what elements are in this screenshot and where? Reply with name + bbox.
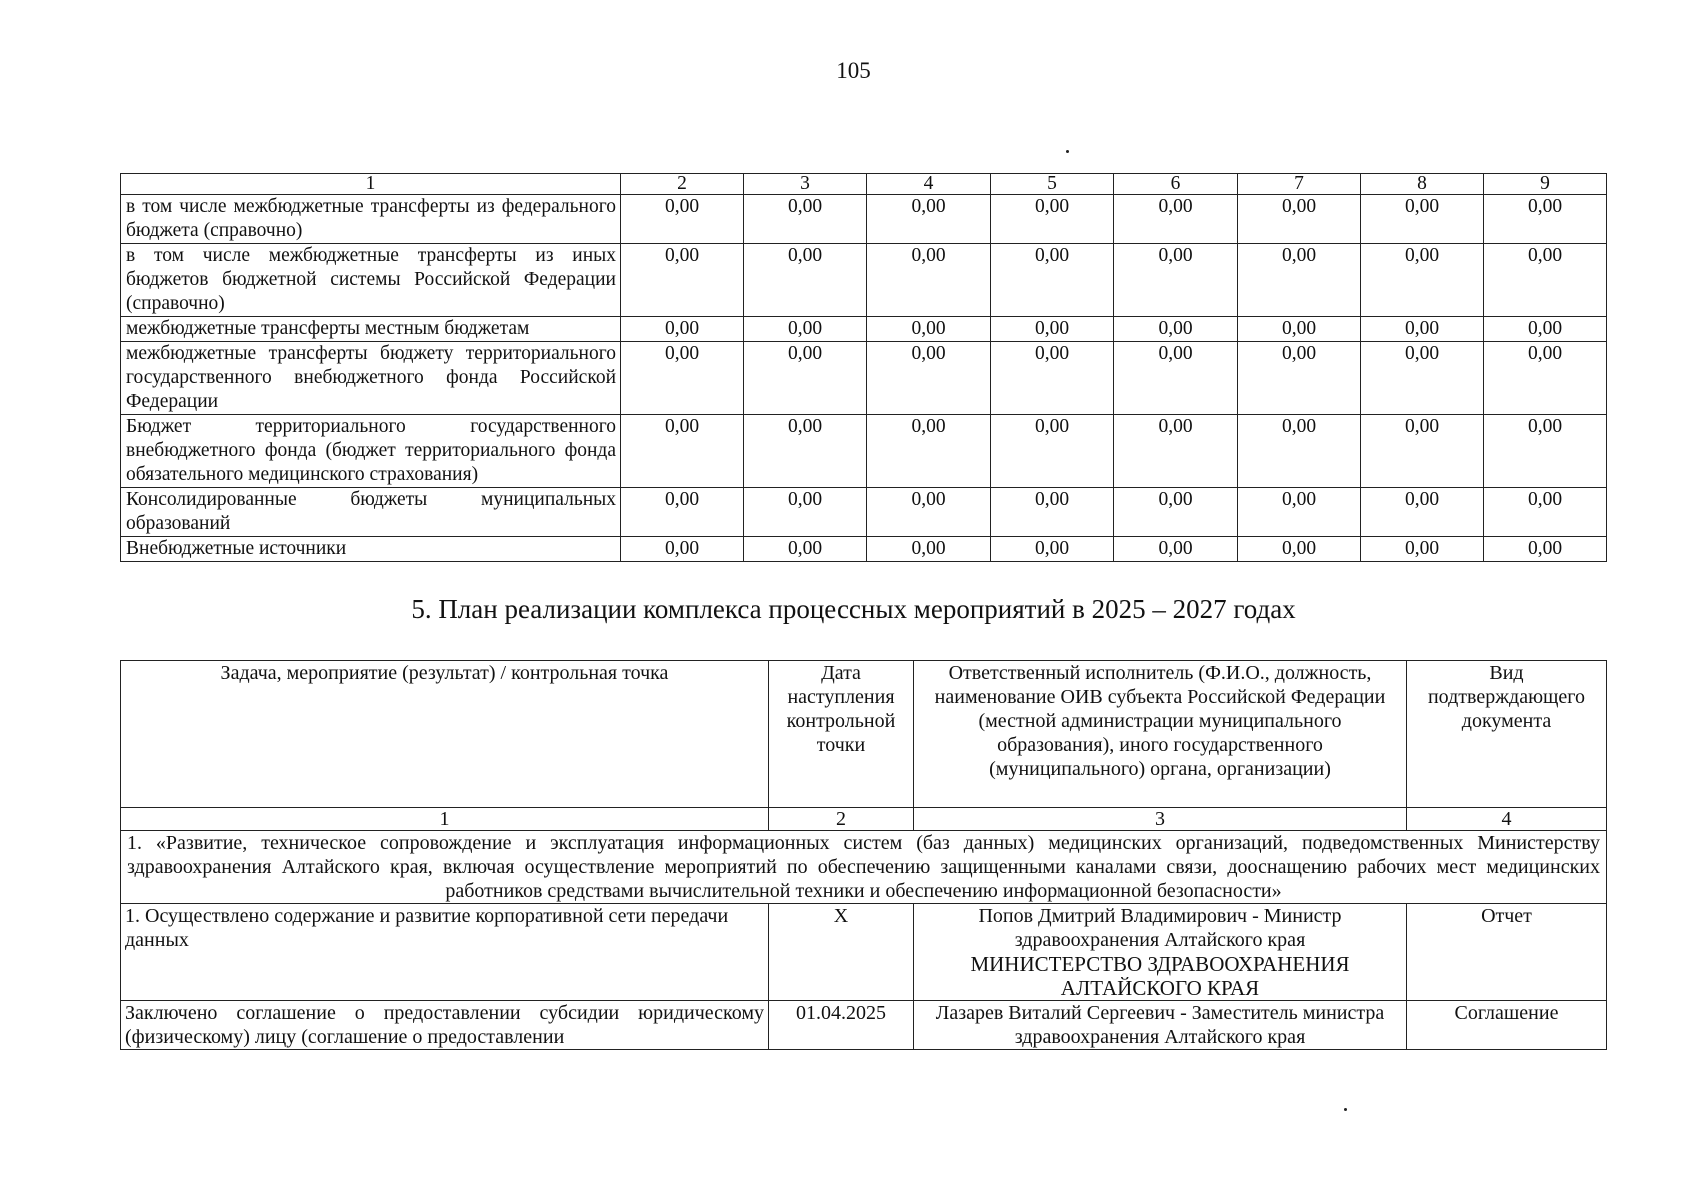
table-row	[121, 904, 1607, 1001]
cell-value: 0,00	[744, 195, 867, 244]
cell-value: 0,00	[991, 342, 1114, 415]
cell-value: 0,00	[1114, 195, 1238, 244]
column-number: 4	[867, 174, 991, 195]
cell-value: 0,00	[867, 195, 991, 244]
cell-value: 0,00	[621, 195, 744, 244]
table-row	[121, 342, 1607, 415]
cell-value: 0,00	[621, 488, 744, 537]
cell-value: 0,00	[1238, 537, 1361, 562]
cell-value: 0,00	[1114, 415, 1238, 488]
scan-artifact-dot	[1066, 150, 1069, 153]
cell-value: 0,00	[1484, 342, 1607, 415]
row-label: в том числе межбюджетные трансферты из федерального бюджета (справочно)	[121, 195, 621, 244]
table-row	[121, 244, 1607, 317]
table-row	[121, 415, 1607, 488]
table-row	[121, 195, 1607, 244]
task-row	[121, 831, 1607, 904]
row-label: Бюджет территориального государственного внебюджетного фонда (бюджет территориального фонда обязательного медицинского страхования)	[121, 415, 621, 488]
row-label: межбюджетные трансферты местным бюджетам	[121, 317, 621, 342]
cell-value: 0,00	[1238, 488, 1361, 537]
cell-value: 0,00	[1114, 244, 1238, 317]
cell-value: 0,00	[621, 537, 744, 562]
cell-value: 0,00	[1484, 488, 1607, 537]
cell-value: 0,00	[621, 244, 744, 317]
cell-value: 0,00	[1114, 488, 1238, 537]
column-number: 3	[914, 808, 1407, 831]
task-description: 1. «Развитие, техническое сопровождение и эксплуатация информационных систем (баз данных) медицинских организаций, подведомственных Министерству здравоохранения Алтайского края, включая осуществление мероприятий по обеспечению защищенными каналами связи, дооснащению рабочих мест медицинских работников средствами вычислительной техники и обеспечению информационной безопасности»	[121, 831, 1607, 904]
cell-value: 0,00	[991, 195, 1114, 244]
cell-value: 0,00	[1238, 342, 1361, 415]
cell-value: 0,00	[1361, 415, 1484, 488]
executor-cell	[914, 904, 1407, 1001]
cell-value: 0,00	[744, 537, 867, 562]
executor-name: Попов Дмитрий Владимирович - Министр здравоохранения Алтайского края	[978, 905, 1342, 951]
cell-value: 0,00	[991, 244, 1114, 317]
page-number: 105	[836, 58, 871, 83]
column-number: 1	[121, 174, 621, 195]
cell-value: 0,00	[867, 244, 991, 317]
column-number: 8	[1361, 174, 1484, 195]
cell-value: 0,00	[867, 488, 991, 537]
cell-value: 0,00	[991, 537, 1114, 562]
budget-table	[120, 173, 1607, 562]
document-type: Соглашение	[1407, 1001, 1607, 1050]
table-header-row	[121, 174, 1607, 195]
header-date: Дата наступления контрольной точки	[769, 661, 914, 808]
row-label: Внебюджетные источники	[121, 537, 621, 562]
cell-value: 0,00	[1238, 195, 1361, 244]
header-document: Вид подтверждающего документа	[1407, 661, 1607, 808]
table-row	[121, 488, 1607, 537]
column-numbers-row	[121, 808, 1607, 831]
cell-value: 0,00	[1114, 342, 1238, 415]
cell-value: 0,00	[1361, 537, 1484, 562]
scan-artifact-dot	[1344, 1108, 1347, 1111]
cell-value: 0,00	[867, 415, 991, 488]
event-description: 1. Осуществлено содержание и развитие корпоративной сети передачи данных	[121, 904, 769, 1001]
cell-value: 0,00	[1361, 488, 1484, 537]
cell-value: 0,00	[991, 317, 1114, 342]
implementation-plan-table	[120, 660, 1607, 1050]
table-row	[121, 1001, 1607, 1050]
cell-value: 0,00	[744, 415, 867, 488]
table-row	[121, 317, 1607, 342]
cell-value: 0,00	[744, 317, 867, 342]
cell-value: 0,00	[1114, 317, 1238, 342]
cell-value: 0,00	[867, 317, 991, 342]
section-title: 5. План реализации комплекса процессных мероприятий в 2025 – 2027 годах	[411, 594, 1296, 624]
column-number: 3	[744, 174, 867, 195]
cell-value: 0,00	[991, 488, 1114, 537]
control-date: X	[769, 904, 914, 1001]
column-number: 4	[1407, 808, 1607, 831]
cell-value: 0,00	[744, 488, 867, 537]
cell-value: 0,00	[1238, 244, 1361, 317]
column-number: 6	[1114, 174, 1238, 195]
cell-value: 0,00	[1484, 537, 1607, 562]
cell-value: 0,00	[1361, 195, 1484, 244]
cell-value: 0,00	[991, 415, 1114, 488]
column-number: 9	[1484, 174, 1607, 195]
executor-name: Лазарев Виталий Сергеевич - Заместитель министра здравоохранения Алтайского края	[914, 1001, 1407, 1050]
cell-value: 0,00	[1361, 317, 1484, 342]
cell-value: 0,00	[621, 342, 744, 415]
table-header-row	[121, 661, 1607, 808]
cell-value: 0,00	[744, 244, 867, 317]
executor-organization: МИНИСТЕРСТВО ЗДРАВООХРАНЕНИЯ АЛТАЙСКОГО КРАЯ	[970, 952, 1350, 1000]
control-date: 01.04.2025	[769, 1001, 914, 1050]
table-row	[121, 537, 1607, 562]
cell-value: 0,00	[1238, 317, 1361, 342]
cell-value: 0,00	[621, 317, 744, 342]
header-executor: Ответственный исполнитель (Ф.И.О., должность, наименование ОИВ субъекта Российской Федерации (местной администрации муниципального образования), иного государственного (муниципального) органа, организации)	[914, 661, 1407, 808]
row-label: межбюджетные трансферты бюджету территориального государственного внебюджетного фонда Российской Федерации	[121, 342, 621, 415]
header-task: Задача, мероприятие (результат) / контрольная точка	[121, 661, 769, 808]
column-number: 7	[1238, 174, 1361, 195]
cell-value: 0,00	[1114, 537, 1238, 562]
column-number: 5	[991, 174, 1114, 195]
cell-value: 0,00	[1238, 415, 1361, 488]
column-number: 2	[621, 174, 744, 195]
event-description: Заключено соглашение о предоставлении субсидии юридическому (физическому) лицу (соглашение о предоставлении	[121, 1001, 769, 1050]
cell-value: 0,00	[621, 415, 744, 488]
cell-value: 0,00	[1484, 195, 1607, 244]
cell-value: 0,00	[1484, 244, 1607, 317]
document-type: Отчет	[1407, 904, 1607, 1001]
cell-value: 0,00	[867, 342, 991, 415]
row-label: Консолидированные бюджеты муниципальных образований	[121, 488, 621, 537]
cell-value: 0,00	[1484, 415, 1607, 488]
row-label: в том числе межбюджетные трансферты из иных бюджетов бюджетной системы Российской Федерации (справочно)	[121, 244, 621, 317]
cell-value: 0,00	[1484, 317, 1607, 342]
column-number: 1	[121, 808, 769, 831]
cell-value: 0,00	[1361, 244, 1484, 317]
cell-value: 0,00	[744, 342, 867, 415]
cell-value: 0,00	[1361, 342, 1484, 415]
cell-value: 0,00	[867, 537, 991, 562]
column-number: 2	[769, 808, 914, 831]
